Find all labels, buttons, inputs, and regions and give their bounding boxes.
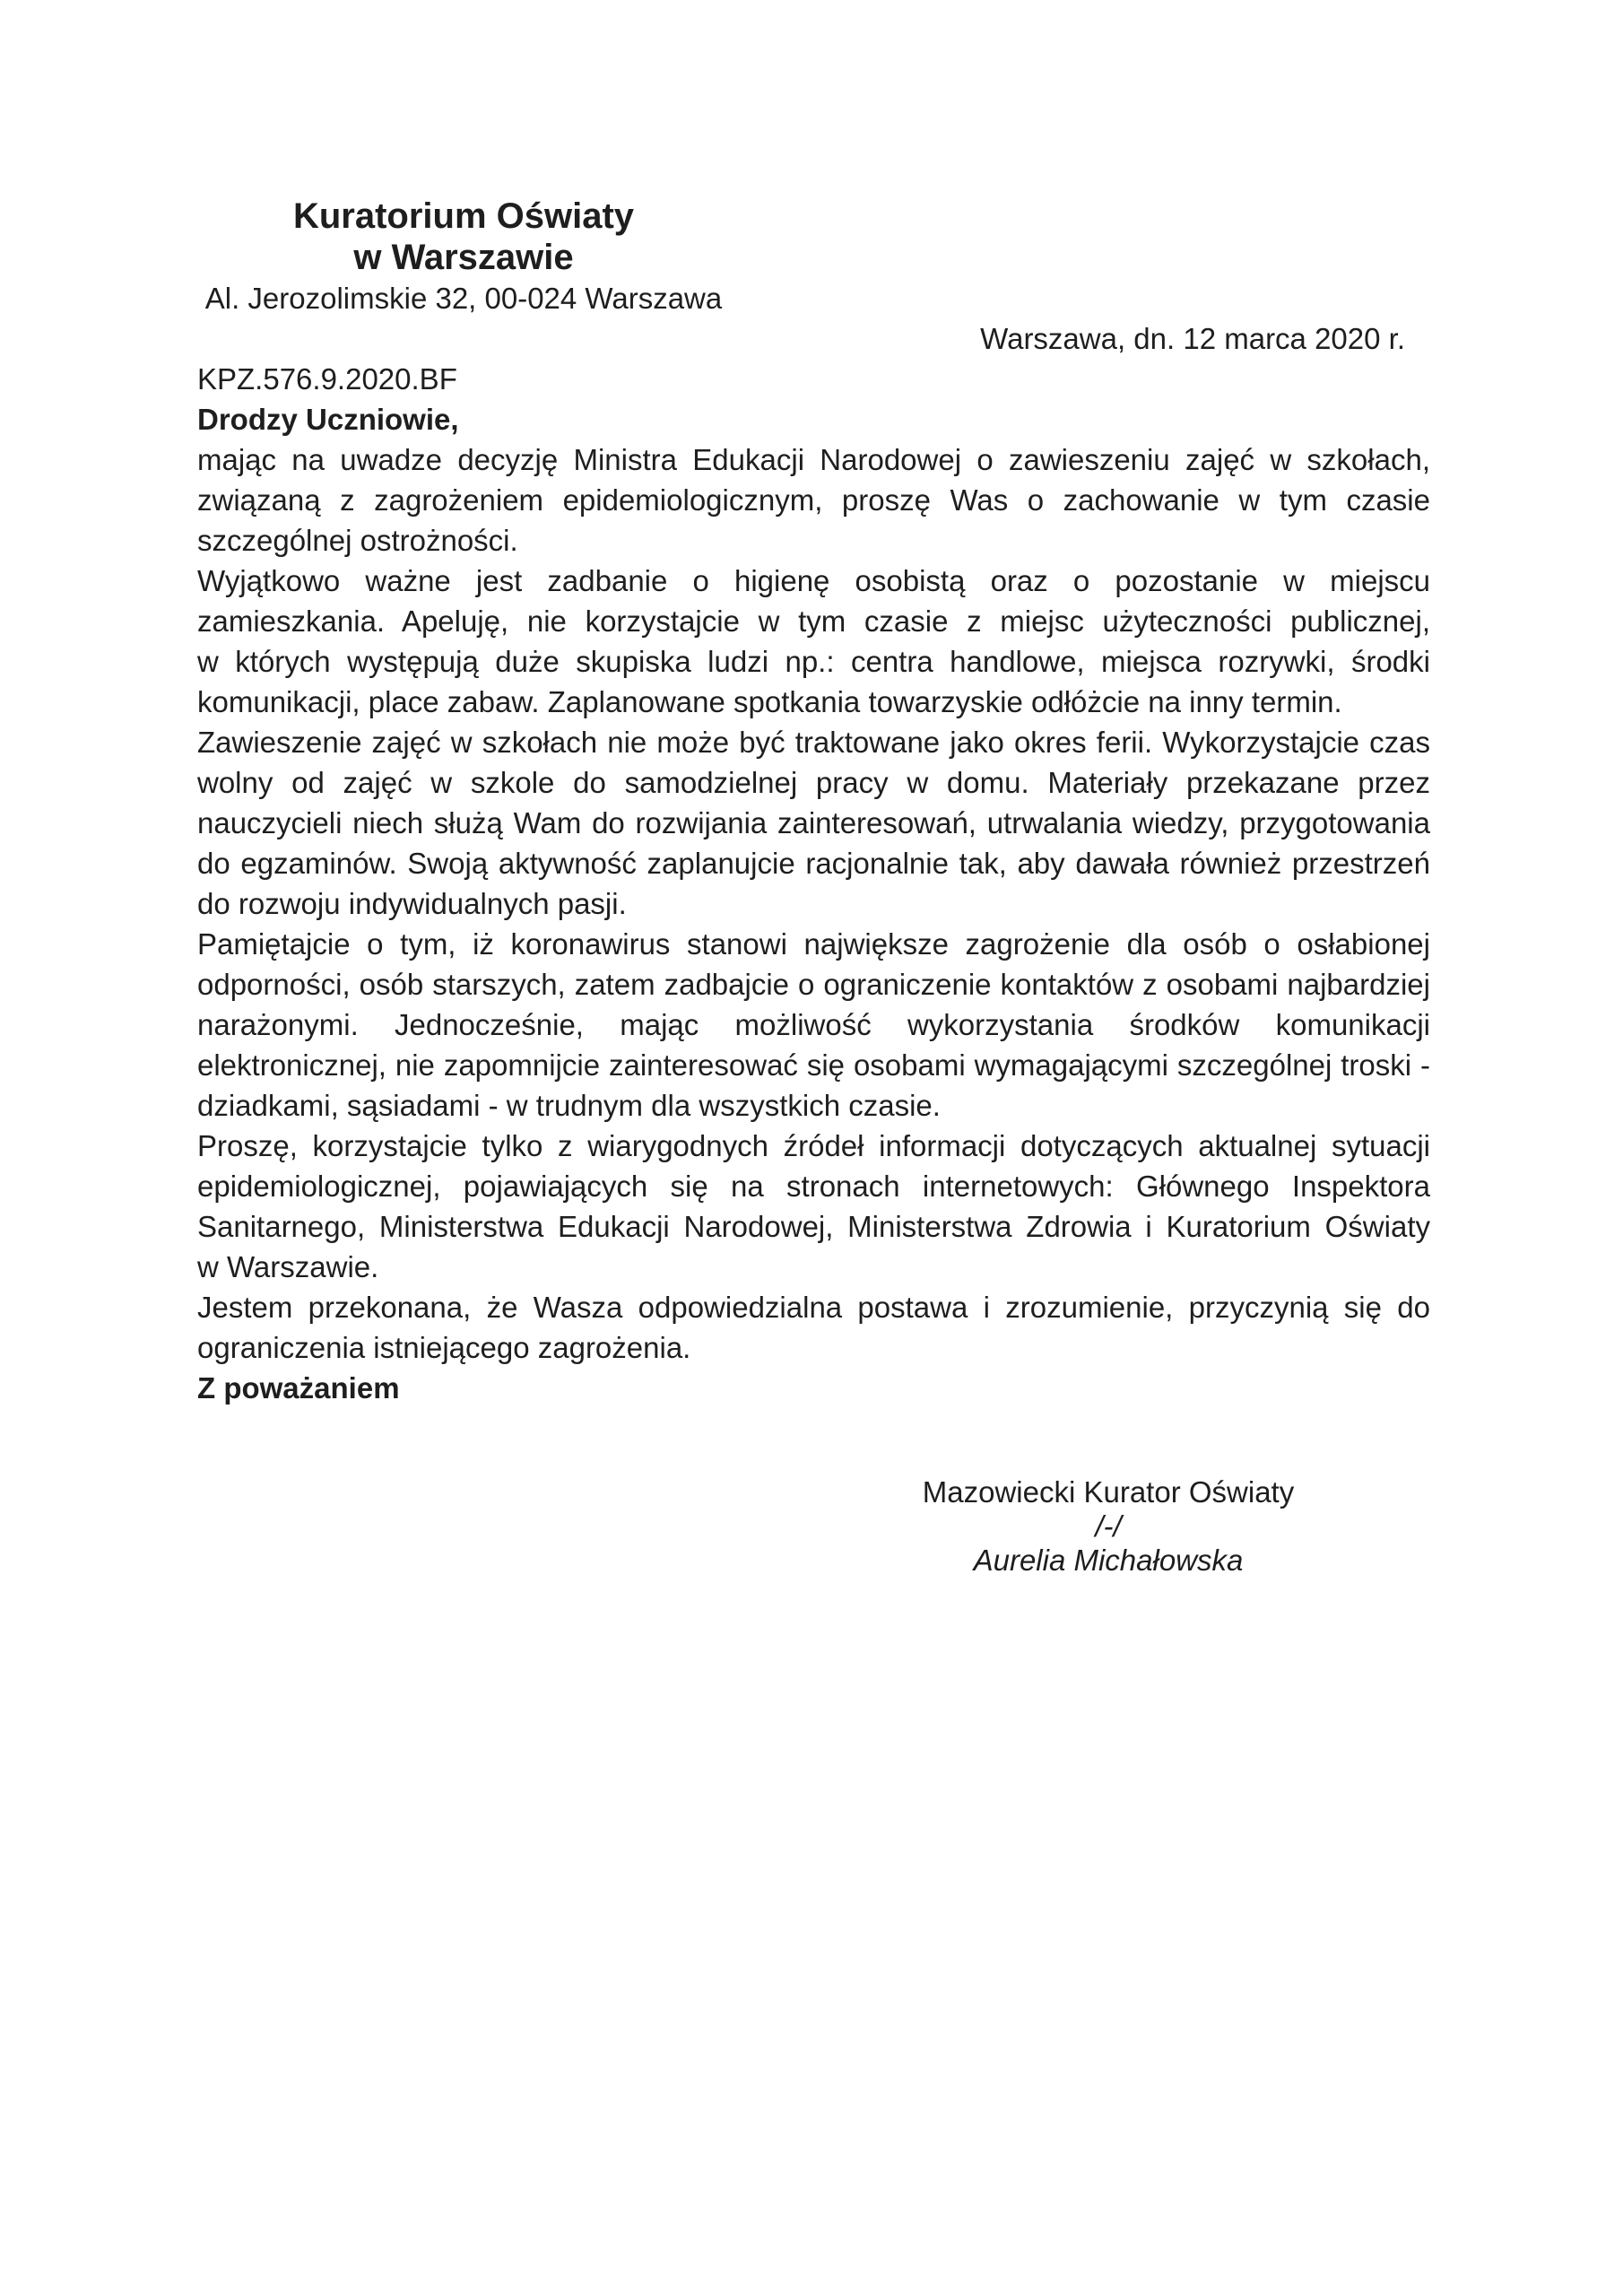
signature-name: Aurelia Michałowska: [973, 1544, 1244, 1577]
signature-title: Mazowiecki Kurator Oświaty: [922, 1475, 1295, 1509]
closing-phrase: Z poważaniem: [197, 1371, 400, 1405]
org-name-line2: w Warszawie: [353, 238, 574, 277]
org-name-line1: Kuratorium Oświaty: [292, 196, 635, 236]
letterhead: [199, 196, 728, 318]
body-paragraph-4: Pamiętajcie o tym, iż koronawirus stanowi największe zagrożenie dla osób o osłabionej odporności, osób starszych, zatem zadbajcie o ograniczenie kontaktów z osobami najbardziej narażonymi. Jednocześnie, mając możliwość wykorzystania środków komunikacji elektronicznej, nie zapomnijcie zainteresować się osobami wymagającymi szczególnej troski - dziadkami, sąsiadami - w trudnym dla wszystkich czasie.: [197, 927, 1430, 1122]
body-paragraph-3: Zawieszenie zajęć w szkołach nie może być traktowane jako okres ferii. Wykorzystajcie czas wolny od zajęć w szkole do samodzielnej pracy w domu. Materiały przekazane przez nauczycieli niech służą Wam do rozwijania zainteresowań, utrwalania wiedzy, przygotowania do egzaminów. Swoją aktywność zaplanujcie racjonalnie tak, aby dawała również przestrzeń do rozwoju indywidualnych pasji.: [197, 726, 1430, 920]
body-paragraph-6: Jestem przekonana, że Wasza odpowiedzialna postawa i zrozumienie, przyczynią się do ograniczenia istniejącego zagrożenia.: [197, 1291, 1430, 1364]
org-address: Al. Jerozolimskie 32, 00-024 Warszawa: [204, 282, 723, 315]
date-line: Warszawa, dn. 12 marca 2020 r.: [980, 322, 1405, 355]
salutation: Drodzy Uczniowie,: [197, 403, 459, 436]
body-paragraph-2: Wyjątkowo ważne jest zadbanie o higienę osobistą oraz o pozostanie w miejscu zamieszkania. Apeluję, nie korzystajcie w tym czasie z miejsc użyteczności publicznej, w których występują duże skupiska ludzi np.: centra handlowe, miejsca rozrywki, środki komunikacji, place zabaw. Zaplanowane spotkania towarzyskie odłóżcie na inny termin.: [197, 564, 1430, 718]
body-paragraph-1: mając na uwadze decyzję Ministra Edukacji Narodowej o zawieszeniu zajęć w szkołach, związaną z zagrożeniem epidemiologicznym, proszę Was o zachowanie w tym czasie szczególnej ostrożności.: [197, 443, 1430, 557]
signature-capacity-mark: /-/: [1095, 1509, 1122, 1543]
reference-number: KPZ.576.9.2020.BF: [197, 362, 457, 396]
signature-block: [916, 1475, 1301, 1578]
body-paragraph-5: Proszę, korzystajcie tylko z wiarygodnych źródeł informacji dotyczących aktualnej sytuacji epidemiologicznej, pojawiających się na stronach internetowych: Głównego Inspektora Sanitarnego, Ministerstwa Edukacji Narodowej, Ministerstwa Zdrowia i Kuratorium Oświaty w Warszawie.: [197, 1129, 1430, 1283]
